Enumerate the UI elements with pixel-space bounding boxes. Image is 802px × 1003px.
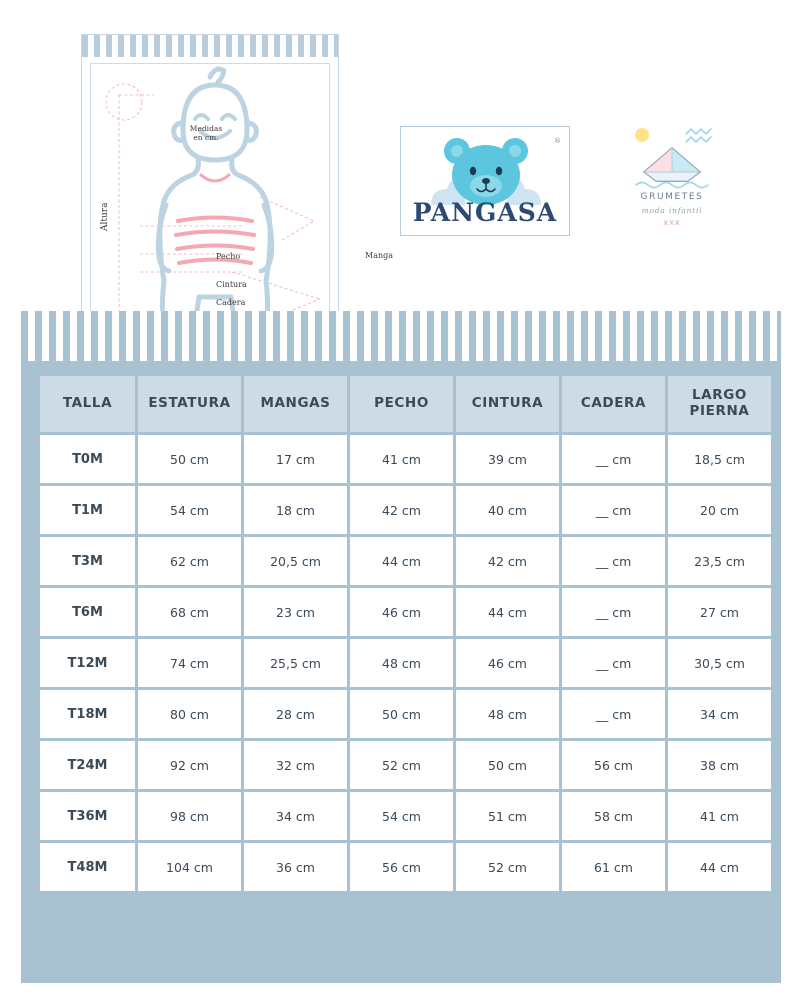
cell-estatura: 80 cm xyxy=(138,690,241,738)
cell-cintura: 39 cm xyxy=(456,435,559,483)
cell-largo-pierna: 41 cm xyxy=(668,792,771,840)
pangasa-brand-box xyxy=(400,126,570,236)
striped-banner-decoration-table xyxy=(21,311,781,361)
cell-cadera: 56 cm xyxy=(562,741,665,789)
cell-pecho: 54 cm xyxy=(350,792,453,840)
table-row xyxy=(40,486,771,534)
column-header-pecho: PECHO xyxy=(350,376,453,432)
table-row xyxy=(40,435,771,483)
diagram-label-medidas xyxy=(186,124,226,143)
cell-mangas: 28 cm xyxy=(244,690,347,738)
grumetes-logo xyxy=(624,126,720,236)
diagram-label-cadera: Cadera xyxy=(216,298,246,307)
cell-pecho: 48 cm xyxy=(350,639,453,687)
cell-talla: T12M xyxy=(40,639,135,687)
column-header-talla: TALLA xyxy=(40,376,135,432)
cell-estatura: 74 cm xyxy=(138,639,241,687)
cell-pecho: 56 cm xyxy=(350,843,453,891)
cell-estatura: 98 cm xyxy=(138,792,241,840)
cell-talla: T3M xyxy=(40,537,135,585)
cell-largo-pierna: 23,5 cm xyxy=(668,537,771,585)
diagram-label-manga: Manga xyxy=(365,251,394,260)
cell-pecho: 41 cm xyxy=(350,435,453,483)
cell-estatura: 62 cm xyxy=(138,537,241,585)
grumetes-accent-mark: xxx xyxy=(663,218,681,227)
column-header-largo-pierna xyxy=(668,376,771,432)
cell-mangas: 32 cm xyxy=(244,741,347,789)
column-header-largo-line2: PIERNA xyxy=(689,403,750,419)
cell-largo-pierna: 27 cm xyxy=(668,588,771,636)
cell-pecho: 44 cm xyxy=(350,537,453,585)
column-header-largo-line1: LARGO xyxy=(691,387,747,404)
cell-cadera: __ cm xyxy=(562,639,665,687)
cell-cadera: __ cm xyxy=(562,690,665,738)
table-row xyxy=(40,588,771,636)
cell-talla: T24M xyxy=(40,741,135,789)
table-row xyxy=(40,792,771,840)
cell-estatura: 54 cm xyxy=(138,486,241,534)
cell-talla: T1M xyxy=(40,486,135,534)
cell-cintura: 51 cm xyxy=(456,792,559,840)
cell-estatura: 104 cm xyxy=(138,843,241,891)
cell-talla: T0M xyxy=(40,435,135,483)
cell-largo-pierna: 34 cm xyxy=(668,690,771,738)
cell-pecho: 50 cm xyxy=(350,690,453,738)
cell-mangas: 25,5 cm xyxy=(244,639,347,687)
cell-largo-pierna: 30,5 cm xyxy=(668,639,771,687)
cell-cintura: 42 cm xyxy=(456,537,559,585)
cell-cadera: __ cm xyxy=(562,537,665,585)
diagram-label-medidas-line1: Medidas xyxy=(189,124,223,133)
cell-mangas: 36 cm xyxy=(244,843,347,891)
table-row xyxy=(40,690,771,738)
size-chart-table xyxy=(37,373,774,894)
cell-cadera: __ cm xyxy=(562,435,665,483)
cell-talla: T48M xyxy=(40,843,135,891)
cell-cintura: 50 cm xyxy=(456,741,559,789)
cell-mangas: 18 cm xyxy=(244,486,347,534)
cell-mangas: 34 cm xyxy=(244,792,347,840)
cell-talla: T6M xyxy=(40,588,135,636)
cell-talla: T36M xyxy=(40,792,135,840)
brand-wordmark: PANGASA xyxy=(412,198,558,227)
cell-largo-pierna: 18,5 cm xyxy=(668,435,771,483)
column-header-mangas: MANGAS xyxy=(244,376,347,432)
cell-pecho: 52 cm xyxy=(350,741,453,789)
table-row xyxy=(40,741,771,789)
cell-cintura: 40 cm xyxy=(456,486,559,534)
grumetes-tagline: moda infantil xyxy=(641,206,703,215)
grumetes-name: GRUMETES xyxy=(640,192,704,202)
column-header-cadera: CADERA xyxy=(562,376,665,432)
cell-estatura: 68 cm xyxy=(138,588,241,636)
cell-talla: T18M xyxy=(40,690,135,738)
column-header-cintura: CINTURA xyxy=(456,376,559,432)
column-header-estatura: ESTATURA xyxy=(138,376,241,432)
cell-estatura: 50 cm xyxy=(138,435,241,483)
registered-trademark-symbol: ® xyxy=(554,137,561,145)
cell-mangas: 20,5 cm xyxy=(244,537,347,585)
cell-estatura: 92 cm xyxy=(138,741,241,789)
cell-cintura: 52 cm xyxy=(456,843,559,891)
cell-largo-pierna: 38 cm xyxy=(668,741,771,789)
cell-pecho: 46 cm xyxy=(350,588,453,636)
cell-cadera: 58 cm xyxy=(562,792,665,840)
cell-mangas: 23 cm xyxy=(244,588,347,636)
cell-cadera: 61 cm xyxy=(562,843,665,891)
diagram-label-cintura: Cintura xyxy=(216,280,247,289)
diagram-label-medidas-line2: en cm. xyxy=(193,133,219,143)
diagram-label-altura: Altura xyxy=(100,202,110,231)
table-header-row xyxy=(40,376,771,432)
diagram-label-pecho: Pecho xyxy=(216,252,241,261)
cell-pecho: 42 cm xyxy=(350,486,453,534)
table-row xyxy=(40,843,771,891)
cell-cintura: 48 cm xyxy=(456,690,559,738)
cell-mangas: 17 cm xyxy=(244,435,347,483)
cell-cintura: 46 cm xyxy=(456,639,559,687)
cell-largo-pierna: 44 cm xyxy=(668,843,771,891)
paper-boat-icon xyxy=(624,126,720,192)
cell-largo-pierna: 20 cm xyxy=(668,486,771,534)
table-row xyxy=(40,639,771,687)
size-chart-panel xyxy=(21,311,781,983)
table-row xyxy=(40,537,771,585)
cell-cintura: 44 cm xyxy=(456,588,559,636)
cell-cadera: __ cm xyxy=(562,588,665,636)
cell-cadera: __ cm xyxy=(562,486,665,534)
